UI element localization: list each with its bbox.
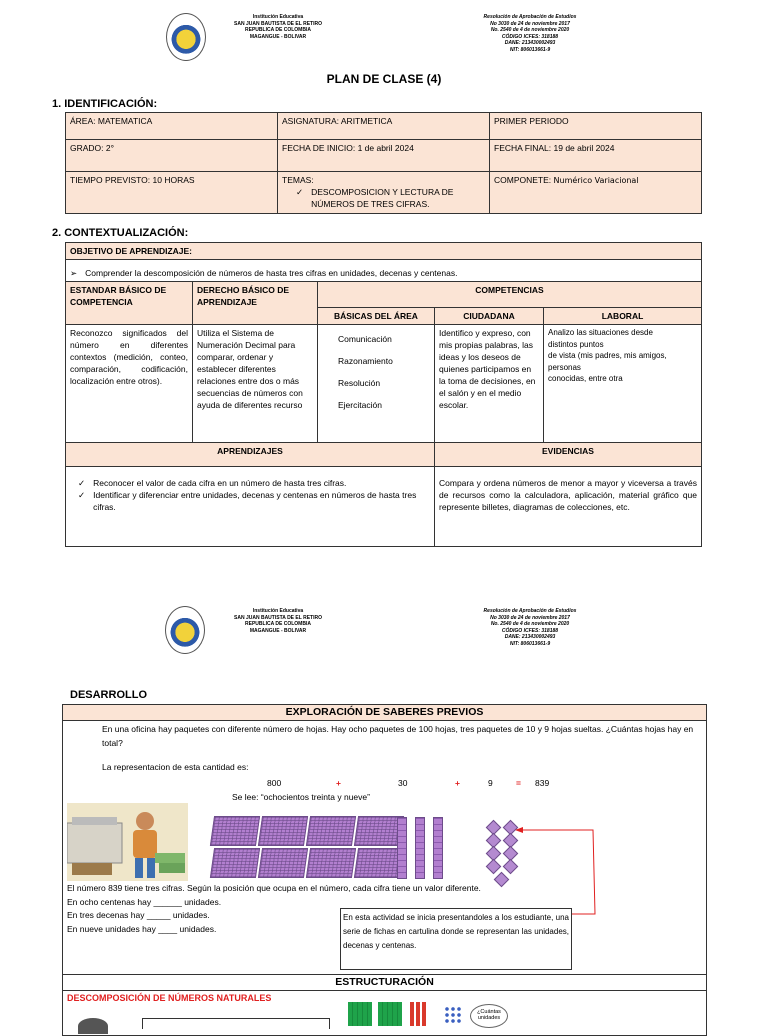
header-line: DANE: 213430002493 (504, 40, 556, 46)
header-line: NIT: 806013661-9 (509, 640, 551, 647)
tens-rod (415, 817, 425, 879)
institution-header (218, 14, 338, 40)
hundreds-flat (210, 816, 260, 846)
page-title: PLAN DE CLASE (4) (326, 72, 442, 86)
arrow-bullet-icon: ➢ (70, 268, 78, 278)
avatar (78, 1018, 108, 1034)
evidencias-label: EVIDENCIAS (435, 443, 702, 467)
header-line: SAN JUAN BAUTISTA DE EL RETIRO (234, 20, 322, 27)
explanation-line: El número 839 tiene tres cifras. Según la posición que ocupa en el número, cada cifra tiene un valor diferente. (67, 883, 481, 893)
equation-b: 30 (398, 778, 408, 788)
green-hundreds-block (378, 1002, 402, 1026)
resolution-header (470, 608, 590, 647)
header-line: SAN JUAN BAUTISTA DE EL RETIRO (234, 614, 322, 621)
equation-plus: + (455, 778, 460, 788)
tens-rod (433, 817, 443, 879)
basicas-item: Razonamiento (338, 356, 393, 366)
laboral-line: de vista (mis padres, mis amigos, personas (548, 351, 667, 372)
header-line: REPUBLICA DE COLOMBIA (245, 27, 311, 33)
contextualizacion-table (65, 242, 702, 547)
explanation-line: En tres decenas hay _____ unidades. (67, 910, 210, 920)
basicas-item: Resolución (338, 378, 381, 388)
checkmark-icon: ✓ (78, 478, 86, 488)
aprendizaje-text: Reconocer el valor de cada cifra en un número de hasta tres cifras. (93, 478, 347, 488)
header-line: DANE: 213430002493 (504, 634, 556, 640)
blue-unit-dots (444, 1006, 462, 1024)
asignatura-cell: ASIGNATURA: ARITMETICA (278, 113, 490, 140)
aprendizajes-list (66, 467, 435, 547)
ciudadana-text: Identifico y expreso, con mis propias palabras, las ideas y los deseos de quienes participamos en la toma de decisiones, en el salón y en el medio escolar. (435, 325, 544, 443)
contextualizacion-heading: 2. CONTEXTUALIZACIÓN: (52, 227, 189, 239)
objetivo-label: OBJETIVO DE APRENDIZAJE: (66, 243, 702, 260)
basicas-label: BÁSICAS DEL ÁREA (318, 308, 435, 325)
derecho-label: DERECHO BÁSICO DE APRENDIZAJE (193, 282, 318, 325)
ciudadana-label: CIUDADANA (435, 308, 544, 325)
header-line: NIT: 806013661-9 (509, 46, 551, 53)
competencias-label: COMPETENCIAS (318, 282, 702, 308)
basicas-list (318, 325, 435, 443)
aprendizaje-item (78, 489, 428, 513)
hundreds-flat (258, 816, 308, 846)
area-cell: ÁREA: MATEMATICA (66, 113, 278, 140)
aprendizaje-text: Identificar y diferenciar entre unidades, decenas y centenas en números de hasta tres cifras. (93, 490, 417, 512)
tiempo-cell: TIEMPO PREVISTO: 10 HORAS (66, 172, 278, 214)
desarrollo-heading: DESARROLLO (70, 689, 147, 701)
laboral-label: LABORAL (544, 308, 702, 325)
header-line: No 3030 de 24 de noviembre 2017 (490, 20, 570, 27)
equation-plus: + (336, 778, 341, 788)
estandar-label: ESTANDAR BÁSICO DE COMPETENCIA (66, 282, 193, 325)
aprendizaje-item (78, 477, 428, 489)
reading-text: Se lee: “ochocientos treinta y nueve” (232, 792, 370, 802)
componente-value: Numérico Variacional (553, 176, 639, 185)
header-line: No 3030 de 24 de noviembre 2017 (490, 614, 570, 621)
header-line: Resolución de Aprobación de Estudios (483, 608, 577, 614)
temas-label: TEMAS: (282, 175, 314, 185)
hundreds-flat (258, 848, 308, 878)
equation-c: 9 (488, 778, 493, 788)
green-hundreds-block (348, 1002, 372, 1026)
evidencias-text: Compara y ordena números de menor a mayor y viceversa a través de recursos como la calculadora, aplicación, material gráfico que represente billetes, diagramas de colecciones, etc. (435, 467, 702, 547)
red-arrow-connector (515, 824, 605, 919)
aprendizajes-label: APRENDIZAJES (66, 443, 435, 467)
teacher-note: En esta actividad se inicia presentandoles a los estudiante, una serie de fichas en cartulina donde se representan las unidades, decenas y centenas. (340, 908, 572, 970)
speech-bubble-text: ¿Cuántas unidades (477, 1009, 501, 1021)
equation-equals: = (516, 778, 521, 788)
hundreds-flat (210, 848, 260, 878)
resolution-header (470, 14, 590, 53)
derecho-text: Utiliza el Sistema de Numeración Decimal para comparar, ordenar y establecer diferentes relaciones entre dos o más secuencias de números con ayuda de diferentes recurso (193, 325, 318, 443)
temas-item-text: DESCOMPOSICION Y LECTURA DE NÚMEROS DE TRES CIFRAS. (311, 187, 454, 209)
red-tens-rods (410, 1002, 428, 1026)
grado-cell: GRADO: 2° (66, 140, 278, 172)
temas-cell (278, 172, 490, 214)
laboral-line: Analizo las situaciones desde (548, 328, 653, 337)
header-line: CÓDIGO ICFES: 318188 (501, 627, 559, 634)
componente-label: COMPONETE: (494, 175, 552, 185)
periodo-cell: PRIMER PERIODO (490, 113, 702, 140)
school-seal-icon (165, 606, 205, 654)
componente-cell (490, 172, 702, 214)
checkmark-icon: ✓ (296, 187, 304, 197)
identificacion-table (65, 112, 702, 214)
laboral-text (544, 325, 702, 443)
header-line: Institución Educativa (252, 608, 304, 614)
fecha-inicio-cell: FECHA DE INICIO: 1 de abril 2024 (278, 140, 490, 172)
explanation-line: En ocho centenas hay ______ unidades. (67, 896, 222, 907)
school-seal-icon (166, 13, 206, 61)
laboral-line: distintos puntos (548, 339, 604, 349)
tens-rod (397, 817, 407, 879)
basicas-item: Ejercitación (338, 400, 382, 410)
problem-text: En una oficina hay paquetes con diferente número de hojas. Hay ocho paquetes de 100 hojas, tres paquetes de 10 y 9 hojas sueltas. ¿Cuántas hojas hay en total? (102, 724, 694, 748)
header-line: Resolución de Aprobación de Estudios (483, 14, 577, 20)
speech-bubble (470, 1004, 508, 1028)
header-line: No. 2540 de 4 de noviembre 2020 (490, 27, 570, 33)
equation-a: 800 (267, 778, 282, 788)
hundreds-flat (306, 816, 356, 846)
hundreds-flat (306, 848, 356, 878)
header-line: MAGANGUE - BOLIVAR (249, 33, 307, 40)
explanation-line: En nueve unidades hay ____ unidades. (67, 923, 217, 934)
estandar-text: Reconozco significados del número en diferentes contextos (medición, conteo, comparación, codificación, localización entre otros). (66, 325, 193, 443)
header-line: No. 2540 de 4 de noviembre 2020 (490, 621, 570, 627)
institution-header (218, 608, 338, 634)
basicas-item: Comunicación (338, 334, 392, 344)
descomposicion-title: DESCOMPOSICIÓN DE NÚMEROS NATURALES (67, 993, 272, 1003)
temas-item (282, 186, 485, 210)
header-line: REPUBLICA DE COLOMBIA (245, 621, 311, 627)
header-line: MAGANGUE - BOLIVAR (249, 627, 307, 634)
objetivo-row (66, 260, 702, 282)
representation-label: La representacion de esta cantidad es: (102, 762, 249, 772)
identificacion-heading: 1. IDENTIFICACIÓN: (52, 98, 158, 110)
header-line: Institución Educativa (252, 14, 304, 20)
exploracion-title: EXPLORACIÓN DE SABERES PREVIOS (63, 705, 706, 721)
header-line: CÓDIGO ICFES: 318188 (501, 33, 559, 40)
fecha-final-cell: FECHA FINAL: 19 de abril 2024 (490, 140, 702, 172)
estructuracion-title: ESTRUCTURACIÓN (63, 975, 706, 991)
checkmark-icon: ✓ (78, 490, 86, 500)
laboral-line: conocidas, entre otra (548, 374, 623, 383)
office-copier-illustration (67, 803, 188, 881)
objetivo-text: Comprender la descomposición de números de hasta tres cifras en unidades, decenas y centenas. (85, 268, 458, 278)
equation-result: 839 (535, 778, 550, 788)
